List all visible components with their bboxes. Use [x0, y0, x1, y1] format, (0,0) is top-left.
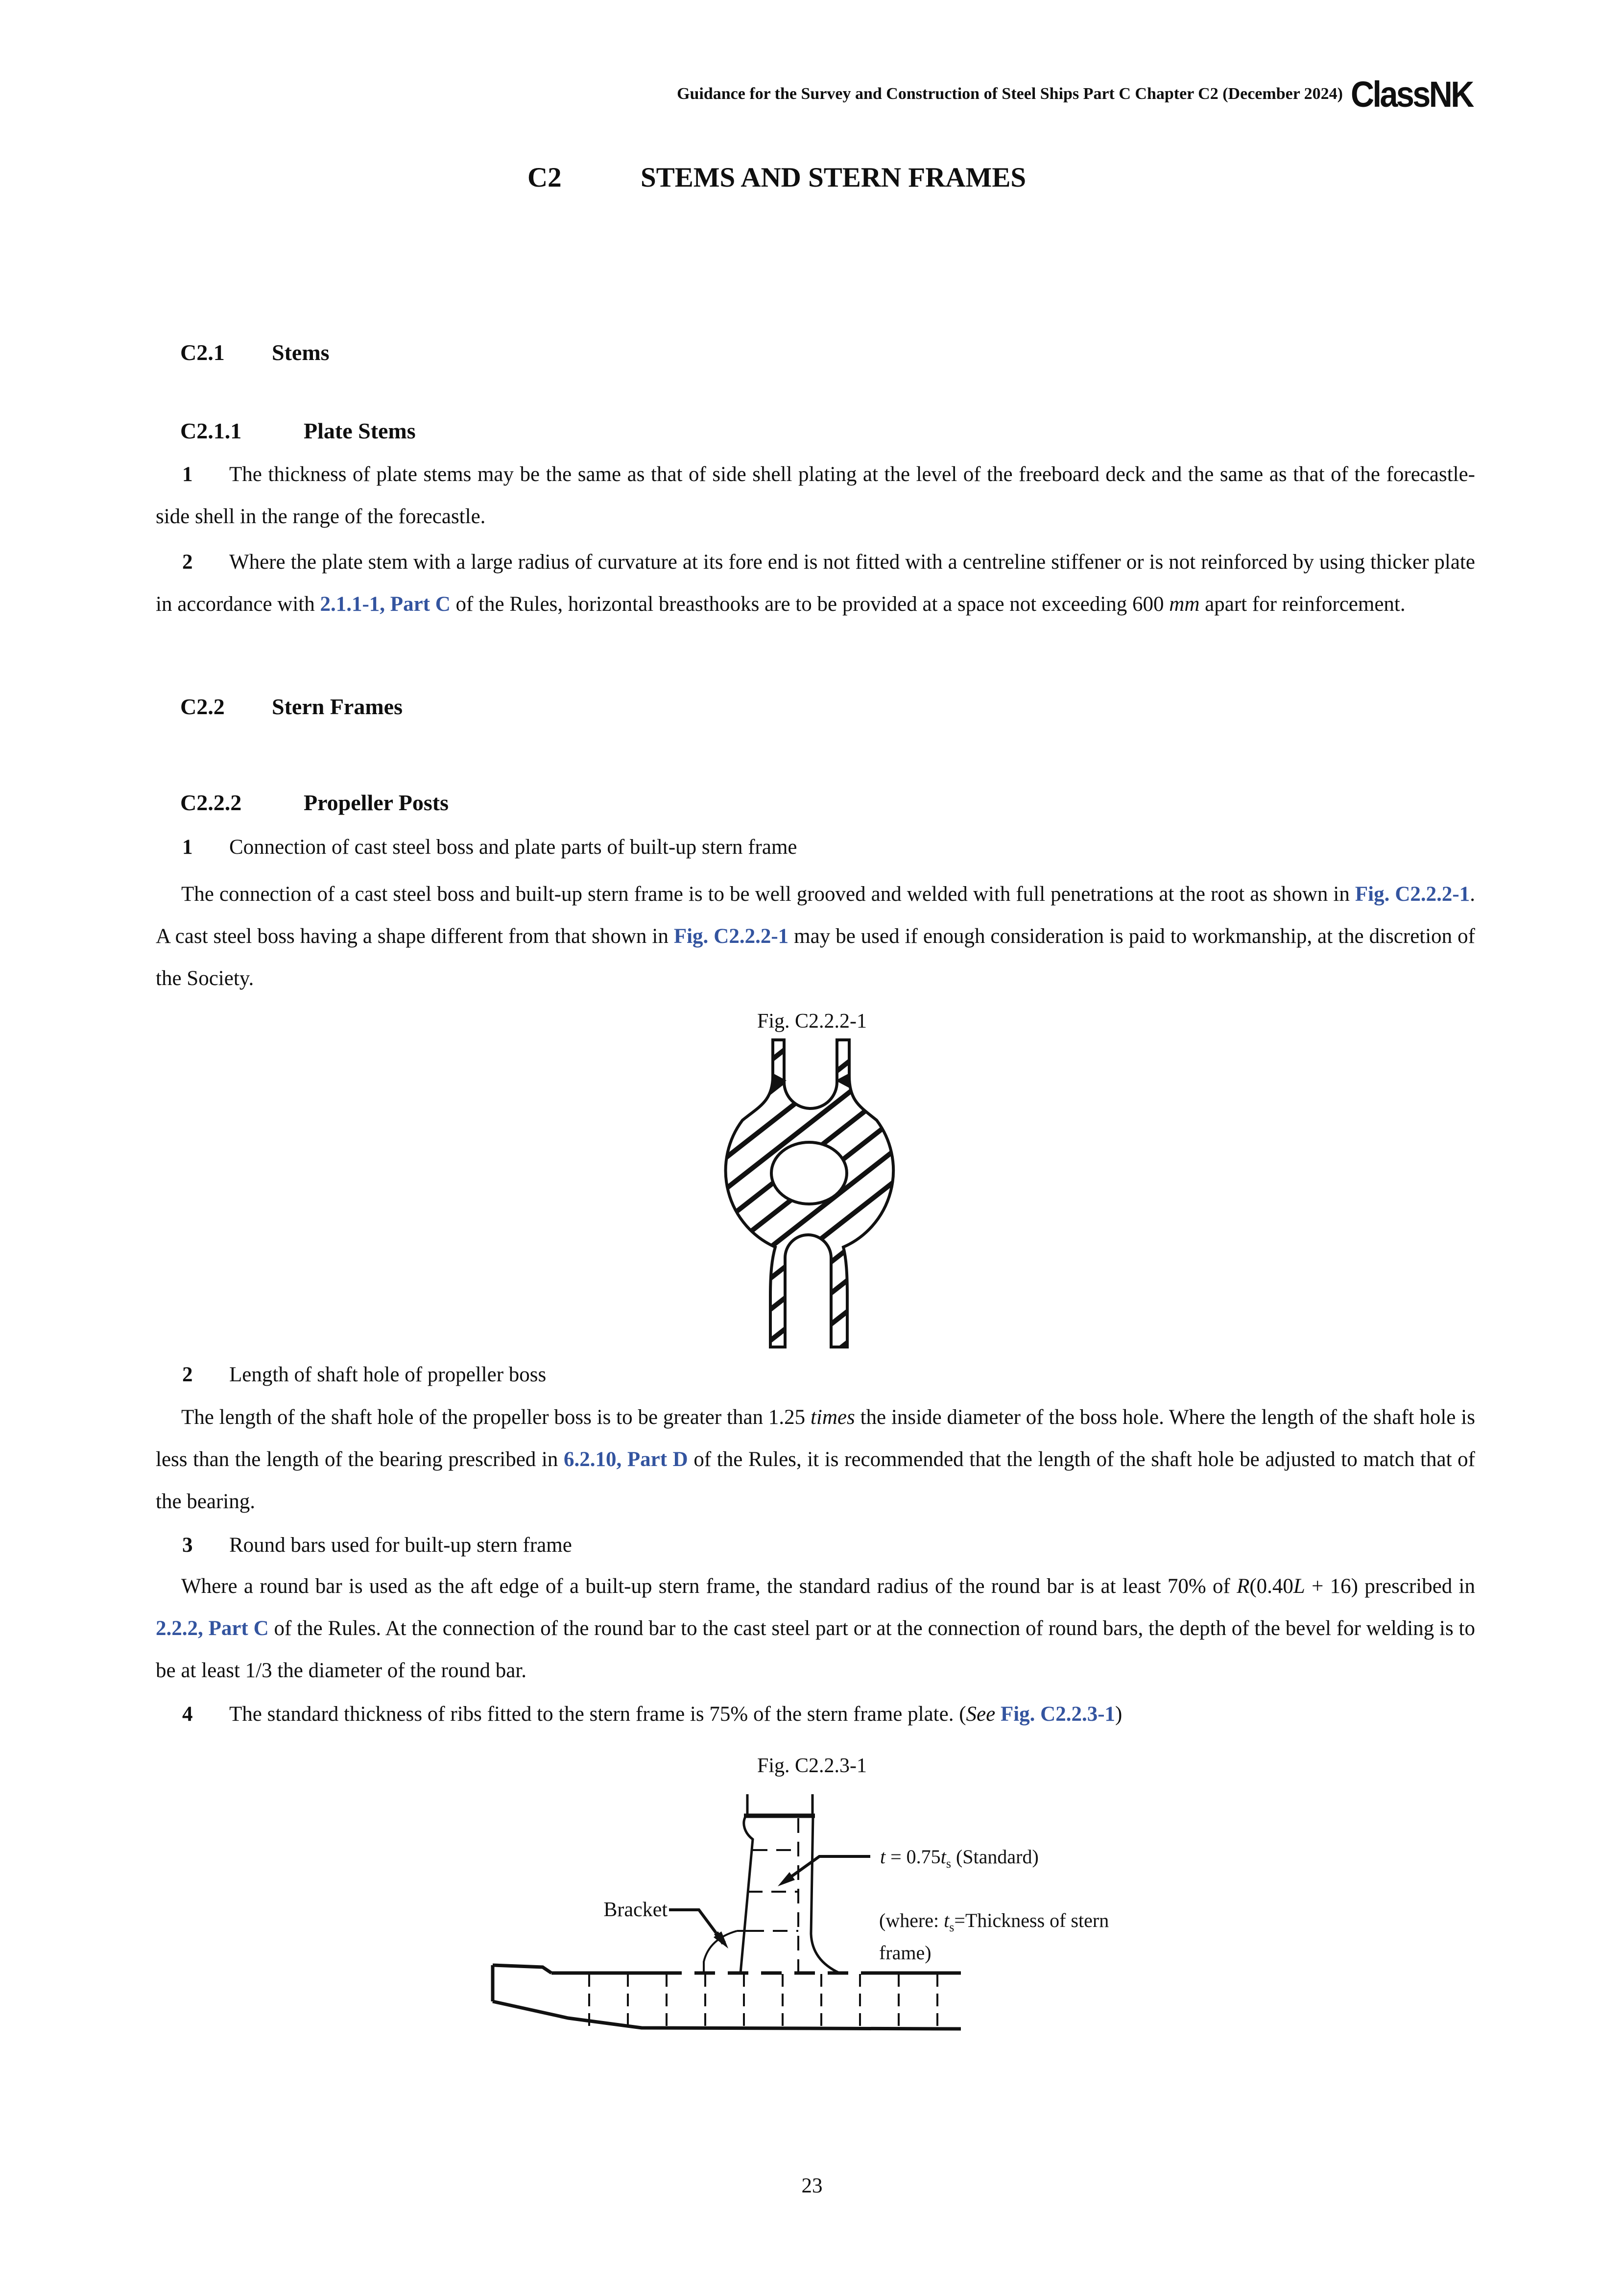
section-number: C2.2.2	[180, 790, 242, 815]
thickness-where-label-line1: (where: $t_s=Thickness$ of stern	[879, 1909, 1109, 1934]
page-number: 23	[801, 2174, 823, 2197]
thickness-leader-arrow	[778, 1856, 870, 1886]
paragraph-plate-stems-1	[156, 454, 1475, 538]
item-number: 2	[182, 551, 193, 574]
paragraph-propeller-posts-4	[156, 1693, 1475, 1735]
text-segment: of the Rules, horizontal breasthooks are to be provided at a space not exceeding 600	[450, 593, 1170, 616]
item-number: 2	[182, 1363, 193, 1386]
text-segment: apart for reinforcement.	[1199, 593, 1406, 616]
text-segment: The standard thickness of ribs fitted to the stern frame is 75% of the stern frame plate. (	[229, 1703, 966, 1726]
text-segment: The length of the shaft hole of the propeller boss is to be greater than 1.25	[181, 1406, 811, 1429]
cross-reference-link[interactable]: Fig. C2.2.2-1	[673, 925, 789, 948]
text-segment: Round bars used for built-up stern frame	[229, 1534, 572, 1557]
text-segment: Connection of cast steel boss and plate parts of built-up stern frame	[229, 836, 797, 859]
text-segment	[995, 1703, 1001, 1726]
chapter-number: C2	[527, 162, 562, 193]
section-title-text: Stern Frames	[272, 694, 403, 719]
figure1-boss-cross-section	[705, 1038, 916, 1352]
text-segment: The thickness of plate stems may be the same as that of side shell plating at the level of the freeboard deck and the same as that of the forecastle-side shell in the range of the forecastle.	[156, 463, 1475, 528]
chapter-title-text: STEMS AND STERN FRAMES	[641, 162, 1027, 193]
text-segment: See	[966, 1703, 996, 1726]
cross-reference-link[interactable]: 6.2.10, Part D	[564, 1448, 688, 1471]
paragraph-propeller-posts-3-body	[156, 1565, 1475, 1692]
bracket-leader-arrow	[669, 1910, 728, 1949]
section-title-text: Plate Stems	[304, 418, 416, 443]
text-segment: (0.40	[1249, 1575, 1293, 1598]
bracket-label: Bracket	[603, 1899, 668, 1921]
text-segment: L	[1293, 1575, 1305, 1598]
paragraph-propeller-posts-1	[156, 826, 1475, 868]
text-segment: + 16) prescribed in	[1305, 1575, 1475, 1598]
thickness-where-label-line2: frame)	[879, 1942, 931, 1964]
text-segment: may be used if enough consideration is paid to workmanship, at the discretion of the Society.	[156, 925, 1475, 990]
section-title-text: Propeller Posts	[304, 790, 449, 815]
heading-c2-2	[180, 693, 1454, 721]
item-number: 1	[182, 836, 193, 859]
text-segment: of the Rules. At the connection of the round bar to the cast steel part or at the connection of round bars, the depth of the bevel for welding is to be at least 1/3 the diameter of the round bar.	[156, 1617, 1475, 1682]
figure1-caption: Fig. C2.2.2-1	[757, 1010, 867, 1033]
thickness-formula-label: $t = 0.75t_s$ (Standard)	[880, 1846, 1039, 1871]
running-header: Guidance for the Survey and Construction of Steel Ships Part C Chapter C2 (December 2024)	[677, 85, 1343, 103]
text-segment: The connection of a cast steel boss and built-up stern frame is to be well grooved and welded with full penetrations at the root as shown in	[181, 883, 1355, 906]
cross-reference-link[interactable]: 2.2.2, Part C	[156, 1617, 269, 1640]
cross-reference-link[interactable]: Fig. C2.2.3-1	[1000, 1703, 1116, 1726]
text-segment: mm	[1169, 593, 1200, 616]
paragraph-plate-stems-2	[156, 541, 1475, 626]
item-number: 3	[182, 1534, 193, 1557]
text-segment: R	[1237, 1575, 1250, 1598]
text-segment: times	[810, 1406, 855, 1429]
section-number: C2.1	[180, 340, 225, 365]
paragraph-propeller-posts-2-body	[156, 1396, 1475, 1523]
classnk-logo: ClassNK	[1351, 74, 1473, 115]
cross-reference-link[interactable]: Fig. C2.2.2-1	[1355, 883, 1470, 906]
stern-frame-column	[740, 1794, 839, 1973]
text-segment: Where a round bar is used as the aft edge of a built-up stern frame, the standard radius of the round bar is at least 70% of	[181, 1575, 1237, 1598]
heading-c2-1-1	[180, 417, 1454, 445]
cross-reference-link[interactable]: 2.1.1-1, Part C	[320, 593, 451, 616]
item-number: 1	[182, 463, 193, 486]
shell-plating-band	[493, 1965, 961, 2029]
heading-c2-1	[180, 338, 1454, 367]
text-segment: Where the plate stem with a large radius of curvature at its fore end is not fitted with a centreline stiffener or is not reinforced by using thicker plate in accordance with	[156, 551, 1475, 616]
text-segment: of the Rules, it is recommended that the length of the shaft hole be adjusted to match that of the bearing.	[156, 1448, 1475, 1513]
chapter-title	[527, 163, 1026, 193]
text-segment: . A cast steel boss having a shape different from that shown in	[156, 883, 1475, 948]
paragraph-propeller-posts-3	[156, 1524, 1475, 1566]
figure2-caption: Fig. C2.2.3-1	[757, 1755, 867, 1777]
section-number: C2.2	[180, 694, 225, 719]
paragraph-propeller-posts-1-body	[156, 873, 1475, 1000]
shaft-hole	[771, 1142, 847, 1204]
text-segment: )	[1115, 1703, 1122, 1726]
section-title-text: Stems	[272, 340, 330, 365]
heading-c2-2-2	[180, 789, 1454, 817]
paragraph-propeller-posts-2	[156, 1354, 1475, 1396]
figure2-stern-frame-diagram	[485, 1788, 1190, 2043]
text-segment: the inside diameter of the boss hole. Where the length of the shaft hole is less than the length of the bearing prescribed in	[156, 1406, 1475, 1471]
text-segment: Length of shaft hole of propeller boss	[229, 1363, 547, 1386]
section-number: C2.1.1	[180, 418, 242, 443]
item-number: 4	[182, 1703, 193, 1726]
